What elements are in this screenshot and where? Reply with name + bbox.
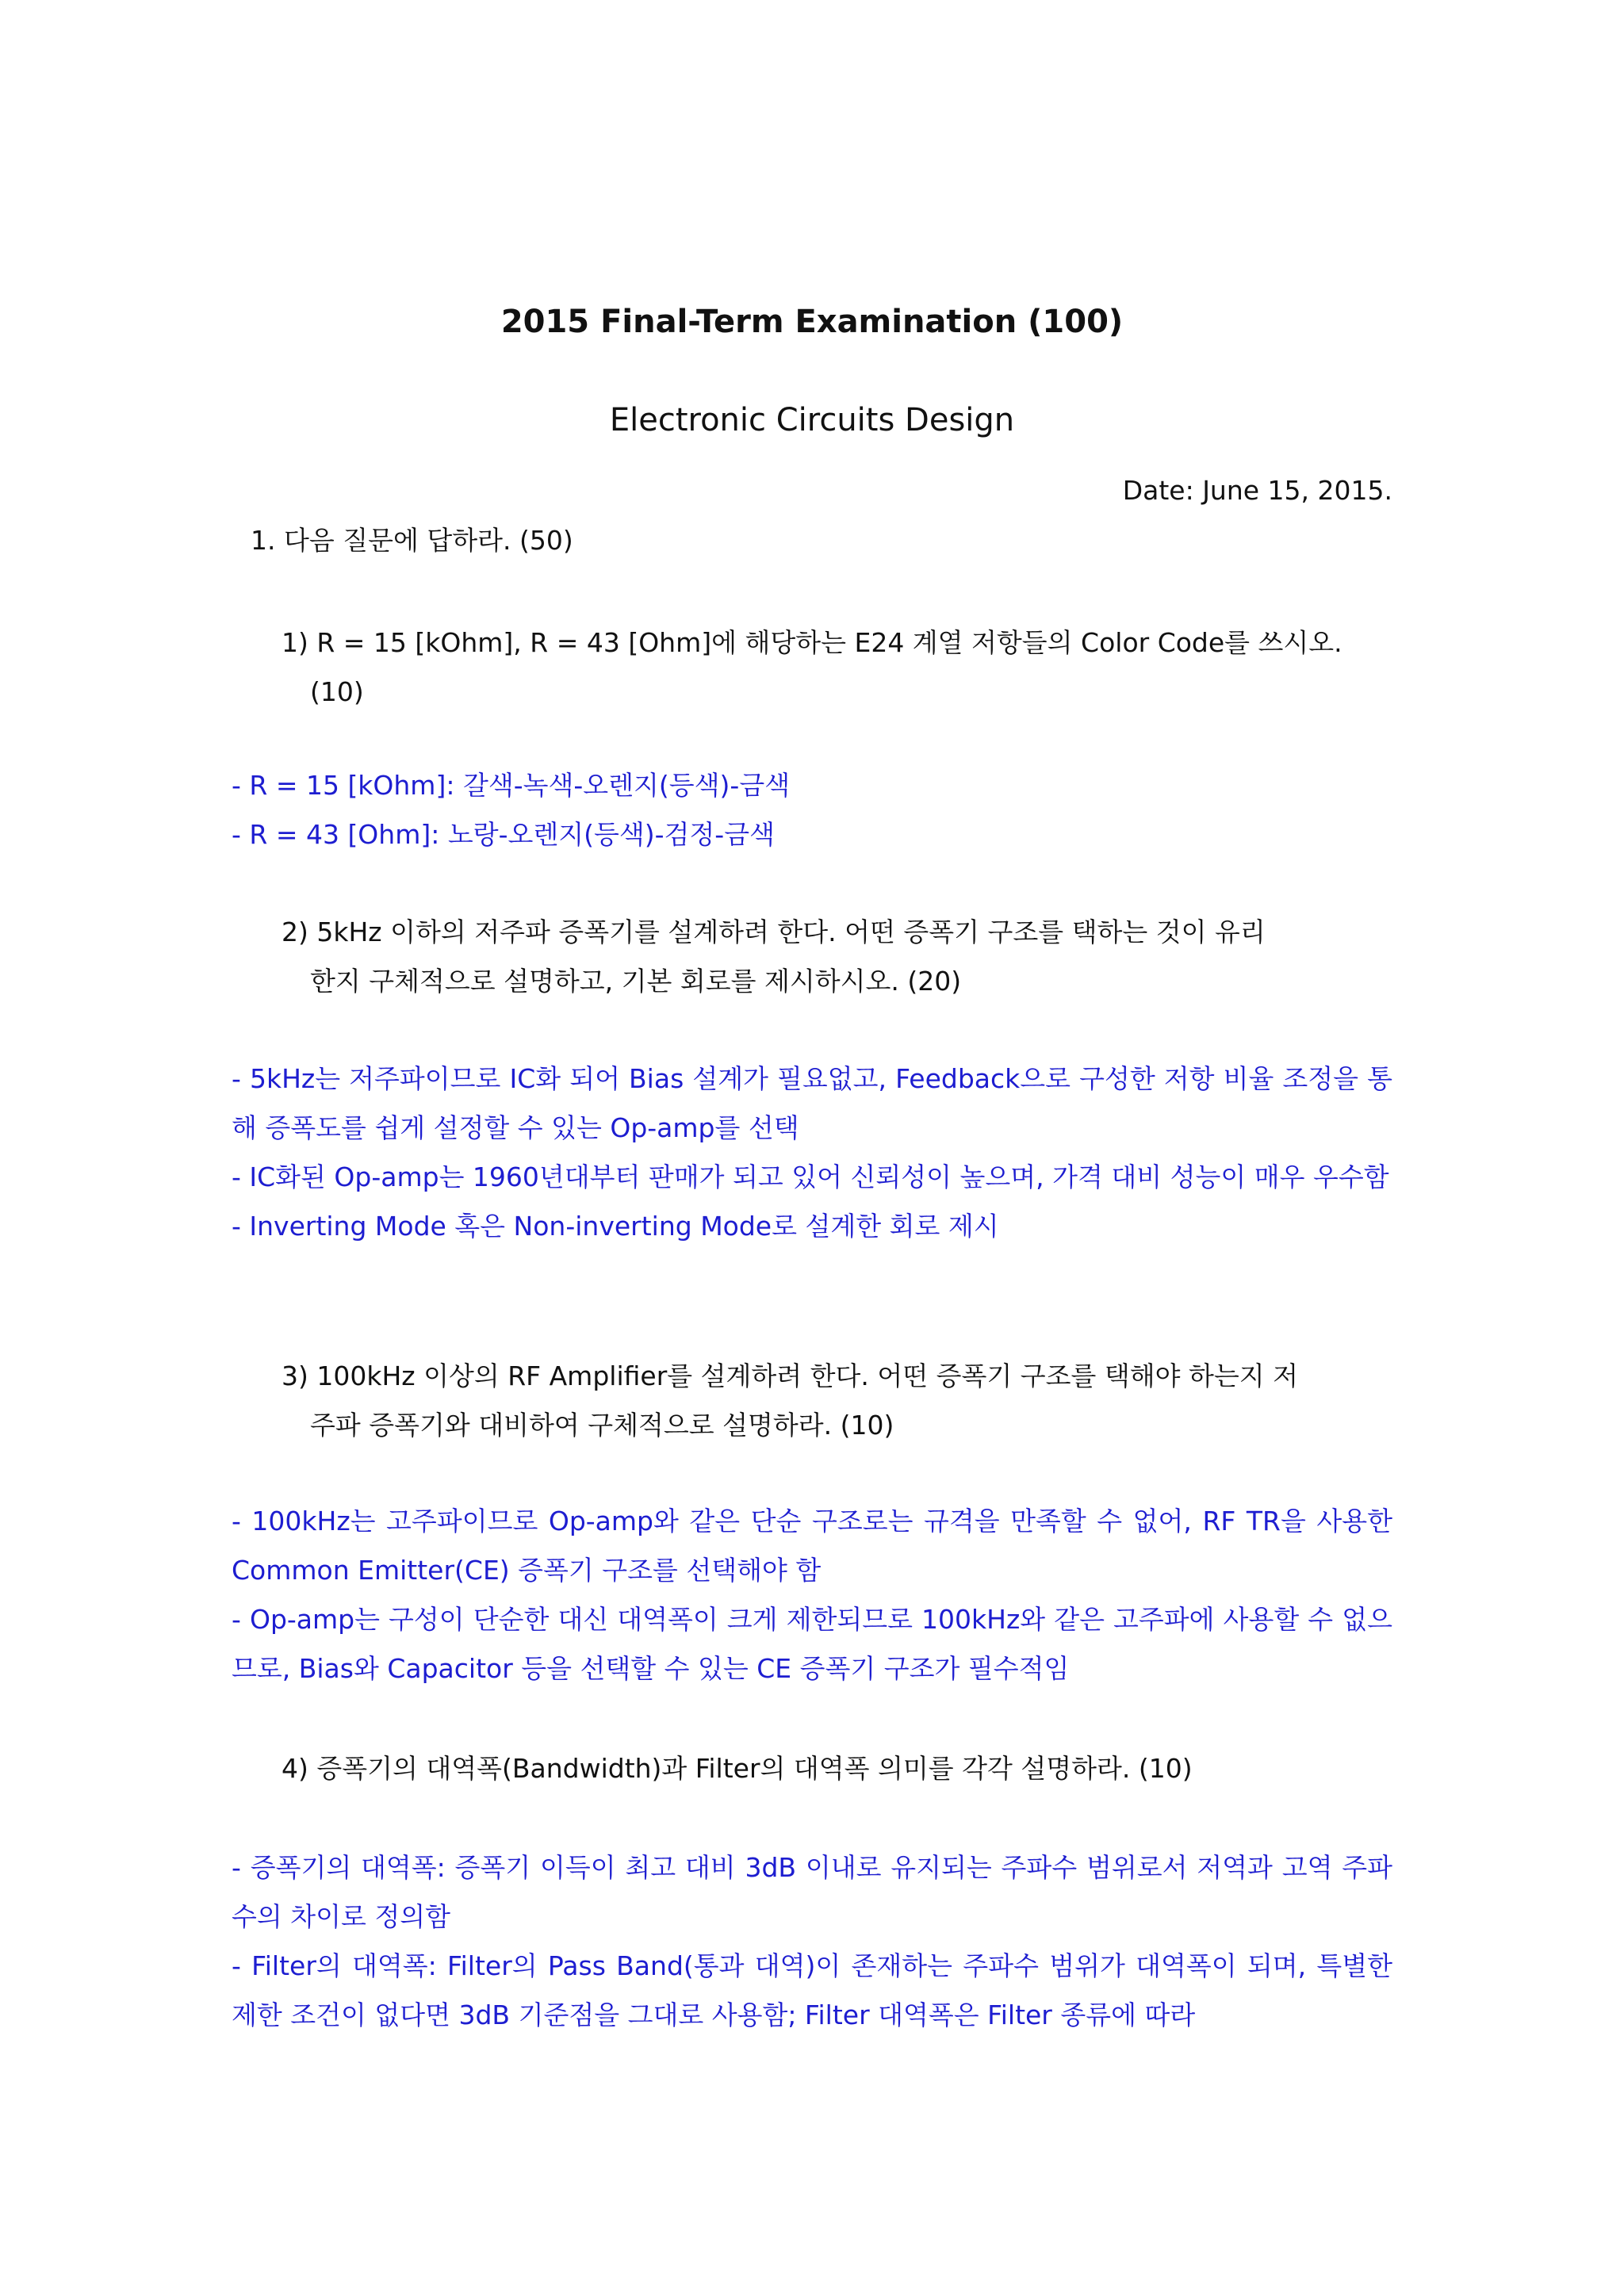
question-text: 4) 증폭기의 대역폭(Bandwidth)과 Filter의 대역폭 의미를 각각 설명하라. (10)	[282, 1753, 1193, 1784]
question-text: 2) 5kHz 이하의 저주파 증폭기를 설계하려 한다. 어떤 증폭기 구조를 택하는 것이 유리	[282, 916, 1266, 947]
course-title: Electronic Circuits Design	[609, 402, 1015, 438]
section-heading: 1. 다음 질문에 답하라. (50)	[251, 525, 573, 556]
question-text: 3) 100kHz 이상의 RF Amplifier를 설계하려 한다. 어떤 증폭기 구조를 택해야 하는지 저	[282, 1360, 1298, 1391]
question-2	[282, 908, 1392, 1006]
exam-date: Date: June 15, 2015.	[1122, 475, 1392, 506]
question-text: 1) R = 15 [kOhm], R = 43 [Ohm]에 해당하는 E24 계열 저항들의 Color Code를 쓰시오.	[282, 627, 1342, 658]
answer-item: - Inverting Mode 혹은 Non-inverting Mode로 설계한 회로 제시	[232, 1211, 999, 1242]
answer-item: - 5kHz는 저주파이므로 IC화 되어 Bias 설계가 필요없고, Feedback으로 구성한 저항 비율 조정을 통해 증폭도를 쉽게 설정할 수 있는 Op-amp를 선택	[232, 1063, 1392, 1143]
question-3	[282, 1352, 1392, 1450]
question-text-cont: 한지 구체적으로 설명하고, 기본 회로를 제시하시오. (20)	[310, 966, 962, 997]
answer-item: - 증폭기의 대역폭: 증폭기 이득이 최고 대비 3dB 이내로 유지되는 주파수 범위로서 저역과 고역 주파수의 차이로 정의함	[232, 1852, 1392, 1932]
answer-item: - Op-amp는 구성이 단순한 대신 대역폭이 크게 제한되므로 100kHz와 같은 고주파에 사용할 수 없으므로, Bias와 Capacitor 등을 선택할 수 있는 CE 증폭기 구조가 필수적임	[232, 1604, 1392, 1684]
question-4	[282, 1744, 1392, 1793]
answer-item: - IC화된 Op-amp는 1960년대부터 판매가 되고 있어 신뢰성이 높으며, 가격 대비 성능이 매우 우수함	[232, 1161, 1389, 1192]
answer-item: - R = 43 [Ohm]: 노랑-오렌지(등색)-검정-금색	[232, 819, 775, 850]
answer-item: - R = 15 [kOhm]: 갈색-녹색-오렌지(등색)-금색	[232, 770, 791, 801]
answer-item: - Filter의 대역폭: Filter의 Pass Band(통과 대역)이 존재하는 주파수 범위가 대역폭이 되며, 특별한 제한 조건이 없다면 3dB 기준점을 그대로 사용함; Filter 대역폭은 Filter 종류에 따라	[232, 1950, 1392, 2030]
exam-title: 2015 Final-Term Examination (100)	[500, 304, 1124, 340]
answer-item: - 100kHz는 고주파이므로 Op-amp와 같은 단순 구조로는 규격을 만족할 수 없어, RF TR을 사용한 Common Emitter(CE) 증폭기 구조를 선택해야 함	[232, 1506, 1392, 1586]
answer-4	[232, 1843, 1392, 2040]
question-text-cont: (10)	[310, 676, 364, 707]
answer-2	[232, 1054, 1392, 1251]
question-text-cont: 주파 증폭기와 대비하여 구체적으로 설명하라. (10)	[310, 1410, 894, 1441]
question-1	[282, 618, 1392, 717]
answer-3	[232, 1497, 1392, 1693]
answer-1	[232, 761, 1392, 859]
